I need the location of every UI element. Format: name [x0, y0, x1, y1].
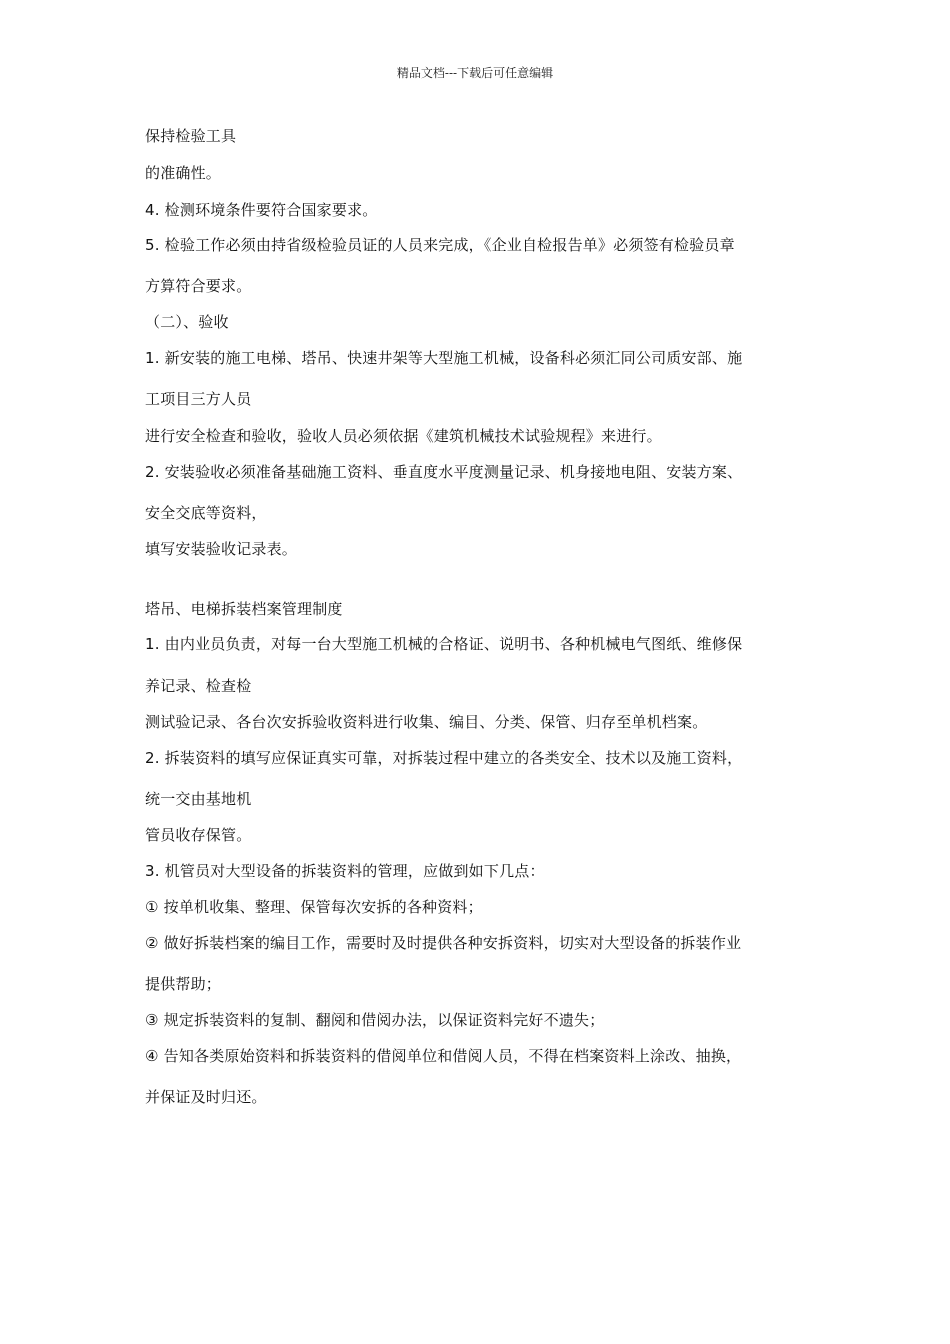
text-line: 4. 检测环境条件要符合国家要求。 — [145, 201, 378, 219]
text-line: 保持检验工具 — [145, 127, 237, 145]
text-line: 填写安装验收记录表。 — [145, 540, 298, 558]
text-line: 进行安全检查和验收，验收人员必须依据《建筑机械技术试验规程》来进行。 — [145, 427, 662, 445]
text-line: 安全交底等资料， — [145, 504, 267, 522]
text-line: 统一交由基地机 — [145, 790, 252, 808]
text-line: ③ 规定拆装资料的复制、翻阅和借阅办法，以保证资料完好不遗失； — [145, 1011, 605, 1029]
text-line: 养记录、检查检 — [145, 677, 252, 695]
text-line: 测试验记录、各台次安拆验收资料进行收集、编目、分类、保管、归存至单机档案。 — [145, 713, 708, 731]
text-line: ② 做好拆装档案的编目工作，需要时及时提供各种安拆资料，切实对大型设备的拆装作业 — [145, 934, 742, 952]
text-line: 工项目三方人员 — [145, 390, 252, 408]
text-line: 5. 检验工作必须由持省级检验员证的人员来完成，《企业自检报告单》必须签有检验员章 — [145, 236, 735, 254]
text-line: 提供帮助； — [145, 975, 222, 993]
page-header: 精品文档---下载后可任意编辑 — [396, 66, 554, 80]
text-line: 1. 新安装的施工电梯、塔吊、快速井架等大型施工机械，设备科必须汇同公司质安部、施 — [145, 349, 743, 367]
text-line: 2. 拆装资料的填写应保证真实可靠，对拆装过程中建立的各类安全、技术以及施工资料， — [145, 749, 743, 767]
text-line: 的准确性。 — [145, 164, 222, 182]
section-heading: 塔吊、电梯拆装档案管理制度 — [145, 600, 343, 618]
text-line: ④ 告知各类原始资料和拆装资料的借阅单位和借阅人员，不得在档案资料上涂改、抽换， — [145, 1047, 742, 1065]
text-line: 方算符合要求。 — [145, 277, 252, 295]
text-line: 管员收存保管。 — [145, 826, 252, 844]
text-line: 并保证及时归还。 — [145, 1088, 267, 1106]
section-heading: （二）、验收 — [145, 313, 229, 331]
text-line: ① 按单机收集、整理、保管每次安拆的各种资料； — [145, 898, 483, 916]
text-line: 2. 安装验收必须准备基础施工资料、垂直度水平度测量记录、机身接地电阻、安装方案、 — [145, 463, 743, 481]
text-line: 3. 机管员对大型设备的拆装资料的管理，应做到如下几点： — [145, 862, 545, 880]
text-line: 1. 由内业员负责，对每一台大型施工机械的合格证、说明书、各种机械电气图纸、维修保 — [145, 635, 743, 653]
